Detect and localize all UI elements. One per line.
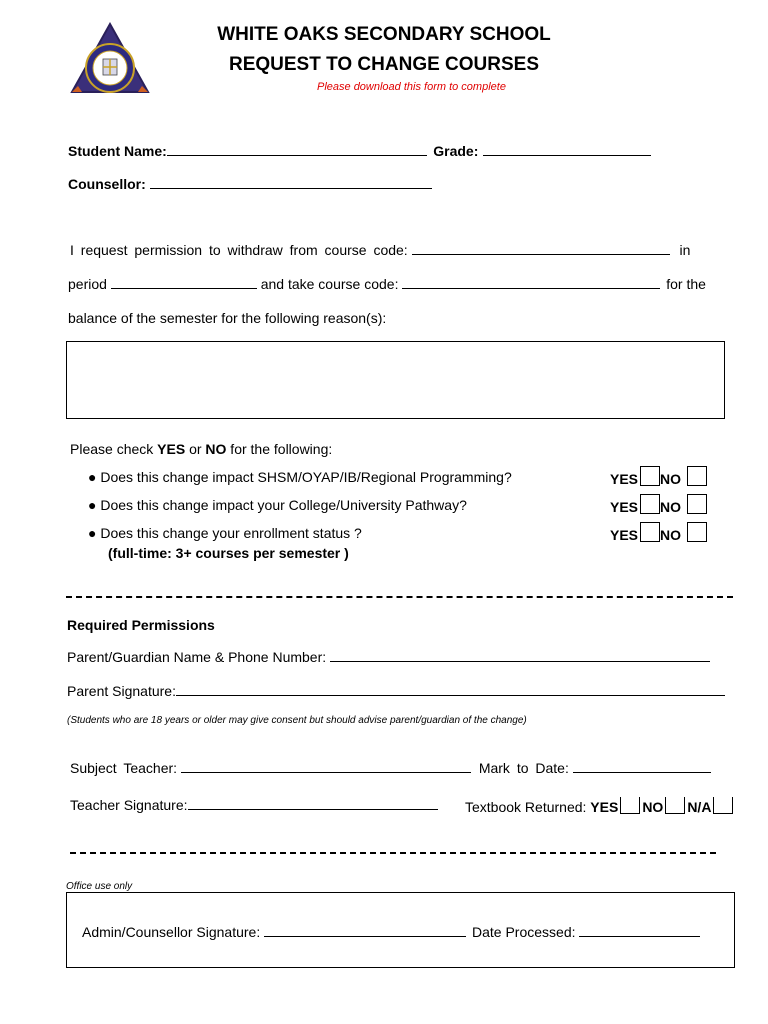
textbook-returned-row	[465, 797, 735, 815]
check-intro-no: NO	[205, 441, 227, 457]
bullet-icon: ●	[88, 525, 97, 541]
reason-textbox[interactable]	[66, 341, 725, 419]
mark-to-date-label: Mark to Date:	[478, 760, 569, 776]
teacher-signature-row	[70, 797, 438, 813]
student-name-label: Student Name:	[68, 143, 167, 159]
textbook-no-checkbox[interactable]	[665, 797, 685, 814]
student-name-field[interactable]	[167, 143, 427, 156]
school-name: WHITE OAKS SECONDARY SCHOOL	[217, 24, 551, 45]
yes-checkbox[interactable]	[640, 522, 660, 542]
subject-teacher-row	[70, 760, 711, 776]
subject-teacher-field[interactable]	[181, 760, 471, 773]
no-checkbox[interactable]	[687, 466, 707, 486]
withdraw-course-code-field[interactable]	[412, 242, 670, 255]
textbook-returned-label: Textbook Returned:	[465, 799, 587, 815]
no-label: NO	[660, 527, 682, 543]
check-intro-or: or	[185, 441, 206, 457]
yes-label: YES	[610, 499, 639, 515]
date-processed-label: Date Processed:	[472, 924, 576, 940]
parent-name-label: Parent/Guardian Name & Phone Number:	[67, 649, 327, 665]
counsellor-label: Counsellor:	[68, 176, 146, 192]
office-use-label: Office use only	[66, 881, 133, 892]
yes-checkbox[interactable]	[640, 466, 660, 486]
no-checkbox[interactable]	[687, 522, 707, 542]
check-intro-a: Please check	[70, 441, 158, 457]
check-item	[88, 525, 362, 541]
bullet-icon: ●	[88, 497, 97, 513]
date-processed-field[interactable]	[579, 924, 700, 937]
subject-teacher-label: Subject Teacher:	[70, 760, 178, 776]
check-intro-yes: YES	[157, 441, 186, 457]
textbook-yes-label: YES	[590, 799, 619, 815]
consent-note: (Students who are 18 years or older may give consent but should advise parent/guardian of the change)	[67, 715, 527, 726]
bullet-icon: ●	[88, 469, 97, 485]
no-checkbox[interactable]	[687, 494, 707, 514]
withdraw-text: I request permission to withdraw from course code:	[70, 242, 408, 258]
form-title: REQUEST TO CHANGE COURSES	[228, 54, 540, 75]
admin-signature-label: Admin/Counsellor Signature:	[82, 924, 261, 940]
parent-name-field[interactable]	[330, 649, 710, 662]
period-text: period	[68, 276, 107, 292]
download-note: Please download this form to complete	[317, 81, 506, 93]
permissions-heading: Required Permissions	[67, 617, 215, 633]
take-course-text: and take course code:	[260, 276, 399, 292]
parent-signature-field[interactable]	[176, 683, 725, 696]
textbook-no-label: NO	[642, 799, 664, 815]
yes-label: YES	[610, 471, 639, 487]
teacher-signature-field[interactable]	[188, 797, 438, 810]
grade-label: Grade:	[433, 143, 479, 159]
request-line-1	[70, 242, 690, 258]
mark-to-date-field[interactable]	[573, 760, 711, 773]
no-label: NO	[660, 499, 682, 515]
office-row	[82, 924, 700, 940]
request-line-2	[68, 276, 706, 292]
check-item-text: Does this change your enrollment status ?	[100, 525, 362, 541]
check-item-text: Does this change impact SHSM/OYAP/IB/Regional Programming?	[100, 469, 512, 485]
parent-name-row	[67, 649, 710, 665]
for-the-text: for the	[666, 276, 706, 292]
parent-signature-label: Parent Signature:	[67, 683, 176, 699]
textbook-na-label: N/A	[687, 799, 712, 815]
yes-no-group	[610, 522, 707, 543]
counsellor-field[interactable]	[150, 176, 432, 189]
yes-no-group	[610, 494, 707, 515]
yes-checkbox[interactable]	[640, 494, 660, 514]
dashed-divider	[70, 852, 716, 854]
counsellor-row	[68, 176, 432, 194]
grade-field[interactable]	[483, 143, 651, 156]
in-text: in	[679, 242, 691, 258]
textbook-na-checkbox[interactable]	[713, 797, 733, 814]
request-line-3: balance of the semester for the following reason(s):	[68, 310, 387, 326]
check-item	[88, 469, 512, 485]
teacher-signature-label: Teacher Signature:	[70, 797, 188, 813]
student-row	[68, 143, 651, 161]
check-intro-b: for the following:	[226, 441, 333, 457]
enrollment-note: (full-time: 3+ courses per semester )	[108, 545, 349, 561]
check-item-text: Does this change impact your College/University Pathway?	[100, 497, 467, 513]
take-course-code-field[interactable]	[402, 276, 660, 289]
check-item	[88, 497, 467, 513]
no-label: NO	[660, 471, 682, 487]
yes-label: YES	[610, 527, 639, 543]
textbook-yes-checkbox[interactable]	[620, 797, 640, 814]
admin-signature-field[interactable]	[264, 924, 466, 937]
check-intro	[70, 441, 332, 457]
yes-no-group	[610, 466, 707, 487]
parent-signature-row	[67, 683, 725, 699]
period-field[interactable]	[111, 276, 257, 289]
dashed-divider	[66, 596, 733, 598]
